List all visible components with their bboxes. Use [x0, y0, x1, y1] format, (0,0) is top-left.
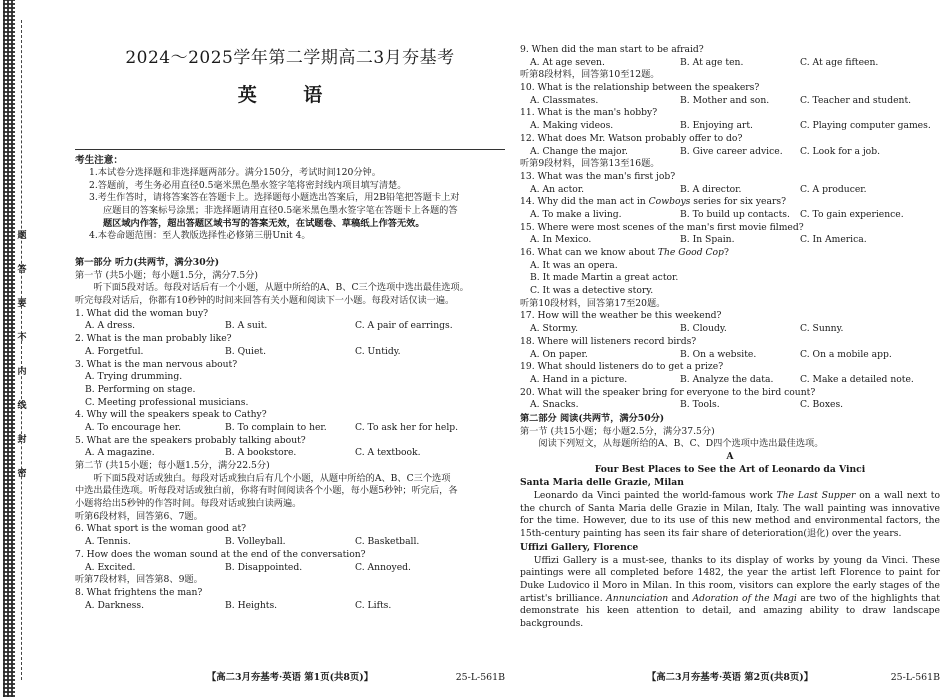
instructions: 听下面5段对话。每段对话后有一个小题，从题中所给的A、B、C三个选项中选出最佳选项。: [93, 282, 469, 294]
passage-label: A: [726, 451, 734, 462]
option: A. Excited.: [85, 561, 136, 573]
exam-code: 25-L-561B: [890, 672, 940, 684]
option: C. Playing computer games.: [800, 120, 931, 132]
question: 6. What sport is the woman good at?: [75, 523, 247, 535]
option: C. Sunny.: [800, 323, 844, 335]
options: [520, 209, 940, 222]
part-heading: 第一部分 听力(共两节，满分30分): [75, 257, 220, 269]
section-heading: 第一节 (共15小题；每小题2.5分，满分37.5分): [520, 425, 715, 437]
question: 9. When did the man start to be afraid?: [520, 44, 704, 55]
question-title-italic: The Good Cop: [657, 247, 724, 258]
option: C. In America.: [800, 234, 867, 246]
passage-body: [520, 477, 940, 630]
question: 13. What was the man's first job?: [520, 170, 676, 182]
notice-item: 3.考生作答时，请将答案答在答题卡上。选择题每小题选出答案后，用2B铅笔把答题卡上对: [89, 192, 460, 204]
subject-title: 英 语: [237, 84, 343, 107]
option: C. A pair of earrings.: [355, 320, 453, 332]
question: 10. What is the relationship between the speakers?: [520, 82, 760, 94]
text: are two of the highlights that demonstrate his keen attention to detail, and amazing ability to draw landscape backgrounds.: [520, 592, 940, 629]
seal-char: 封: [17, 434, 27, 445]
page-footer: [75, 672, 505, 685]
material-note: 听第7段材料，回答第8、9题。: [75, 574, 203, 586]
option: A. Making videos.: [530, 120, 614, 132]
option: C. A producer.: [800, 183, 867, 195]
options: [520, 349, 940, 362]
text: on a wall next to the church of Santa Maria delle Grazie in Milan, Italy. The wall painting was innovative for the time. However, due to its use of this new method and environmental factors, the 15th-century painting has seen its fair share of deterioration(退化) over the years.: [520, 490, 940, 540]
option: A. To make a living.: [530, 208, 622, 220]
option: C. On a mobile app.: [800, 348, 892, 360]
option: A. A dress.: [85, 320, 136, 332]
option: A. It was an opera.: [530, 259, 618, 271]
option: B. On a website.: [680, 348, 757, 360]
option: A. Forgetful.: [85, 345, 144, 357]
option: A. Change the major.: [530, 145, 628, 157]
question: [520, 247, 940, 260]
question: 17. How will the weather be this weekend?: [520, 310, 722, 322]
option: C. Basketball.: [355, 536, 420, 548]
binding-strip: [3, 0, 15, 697]
option: B. Mother and son.: [680, 94, 770, 106]
paragraph: [520, 555, 940, 631]
option: B. Give career advice.: [680, 145, 783, 157]
option: B. Performing on stage.: [85, 383, 196, 395]
artwork-title: The Last Supper: [776, 490, 856, 502]
option: B. At age ten.: [680, 56, 744, 68]
option: C. Make a detailed note.: [800, 373, 914, 385]
instructions: 中选出最佳选项。听每段对话或独白前，你将有时间阅读各个小题，每小题5秒钟；听完后，各: [75, 485, 458, 497]
question: 20. What will the speaker bring for everyone to the bird count?: [520, 386, 816, 398]
seal-char: 题: [17, 231, 27, 241]
option: A. In Mexico.: [530, 234, 592, 246]
option: B. To complain to her.: [225, 421, 327, 433]
option: C. Untidy.: [355, 345, 401, 357]
seal-char: 线: [17, 400, 27, 411]
seal-char: 密: [17, 468, 27, 479]
question: 4. Why will the speakers speak to Cathy?: [75, 409, 267, 421]
option: A. An actor.: [530, 183, 585, 195]
material-note: 听第9段材料，回答第13至16题。: [520, 158, 660, 170]
text: and: [668, 592, 693, 604]
question: 12. What does Mr. Watson probably offer to do?: [520, 132, 743, 144]
notice-item: 4.本卷命题范围：至人教版选择性必修第三册Unit 4。: [89, 230, 311, 242]
notice-item: 2.答题前，考生务必用直径0.5毫米黑色墨水签字笔将密封线内项目填写清楚。: [89, 179, 407, 191]
option: B. A director.: [680, 183, 742, 195]
option: B. Volleyball.: [225, 536, 286, 548]
options: [520, 374, 940, 387]
question: 11. What is the man's hobby?: [520, 107, 658, 119]
instructions: 阅读下列短文，从每题所给的A、B、C、D四个选项中选出最佳选项。: [538, 438, 824, 450]
option: C. At age fifteen.: [800, 56, 879, 68]
option: A. Stormy.: [530, 323, 578, 335]
notice-item: 题区域内作答，超出答题区域书写的答案无效，在试题卷、草稿纸上作答无效。: [103, 217, 425, 229]
option: C. To ask her for help.: [355, 421, 459, 433]
instructions: 听下面5段对话或独白。每段对话或独白后有几个小题，从题中所给的A、B、C三个选项: [93, 472, 451, 484]
question-text: series for six years?: [690, 196, 787, 208]
artwork-title: Annunciation: [606, 592, 669, 604]
question: 8. What frightens the man?: [75, 586, 203, 598]
options: [520, 95, 940, 108]
notice-item: 应题目的答案标号涂黑；非选择题请用直径0.5毫米黑色墨水签字笔在答题卡上各题的答: [103, 204, 458, 216]
option: C. Look for a job.: [800, 145, 881, 157]
option: A. A magazine.: [85, 447, 155, 459]
seal-char: 答: [17, 264, 27, 275]
divider: [75, 149, 505, 150]
option: B. Enjoying art.: [680, 120, 753, 132]
option: C. Teacher and student.: [800, 94, 912, 106]
option: C. Annoyed.: [355, 561, 411, 573]
binding-margin: [0, 0, 30, 697]
question-text: 14. Why did the man act in: [520, 196, 649, 208]
question: 5. What are the speakers probably talking about?: [75, 434, 306, 446]
question: 2. What is the man probably like?: [75, 333, 232, 345]
options: [75, 346, 505, 359]
seal-char: 要: [17, 298, 27, 309]
option: B. A bookstore.: [225, 447, 297, 459]
material-note: 听第8段材料，回答第10至12题。: [520, 69, 660, 81]
option: B. Cloudy.: [680, 323, 727, 335]
question: 18. Where will listeners record birds?: [520, 335, 697, 347]
question-text: 16. What can we know about: [520, 247, 658, 258]
option: A. Classmates.: [530, 94, 599, 106]
instructions: 听完每段对话后，你都有10秒钟的时间来回答有关小题和阅读下一小题。每段对话仅读一遍。: [75, 295, 455, 307]
options: [520, 399, 940, 412]
options: [520, 323, 940, 336]
options: [520, 234, 940, 247]
section-heading: 第二节 (共15小题；每小题1.5分，满分22.5分): [75, 460, 270, 472]
passage-title: Four Best Places to See the Art of Leonardo da Vinci: [594, 463, 866, 475]
option: A. Trying drumming.: [85, 371, 183, 383]
option: B. In Spain.: [680, 234, 735, 246]
option: B. A suit.: [225, 320, 268, 332]
artwork-title: Adoration of the Magi: [692, 592, 797, 604]
option: B. Heights.: [225, 599, 278, 611]
options: [75, 600, 505, 613]
seal-char: 不: [17, 332, 27, 343]
material-note: 听第10段材料，回答第17至20题。: [520, 297, 666, 309]
section-heading: 第一节 (共5小题；每小题1.5分，满分7.5分): [75, 269, 258, 281]
option: C. A textbook.: [355, 447, 421, 459]
option: A. Tennis.: [85, 536, 131, 548]
instructions: 小题将给出5秒钟的作答时间。每段对话或独白读两遍。: [75, 498, 302, 510]
page-footer: [520, 672, 940, 685]
question: 1. What did the woman buy?: [75, 307, 209, 319]
options: [520, 184, 940, 197]
exam-title: 2024～2025学年第二学期高二3月夯基考: [125, 48, 455, 68]
question: [520, 196, 940, 209]
options: [75, 536, 505, 549]
option: B. Quiet.: [225, 345, 267, 357]
material-note: 听第6段材料，回答第6、7题。: [75, 510, 203, 522]
question: 19. What should listeners do to get a prize?: [520, 361, 724, 373]
options: [75, 320, 505, 333]
subheading: Santa Maria delle Grazie, Milan: [520, 477, 684, 489]
exam-code: 25-L-561B: [455, 672, 505, 684]
options: [520, 120, 940, 133]
question-title-italic: Cowboys: [648, 196, 691, 208]
option: B. To build up contacts.: [680, 208, 790, 220]
footer-text: 【高二3月夯基考·英语 第2页(共8页)】: [646, 672, 814, 684]
option: C. Meeting professional musicians.: [85, 396, 249, 408]
option: A. Hand in a picture.: [530, 373, 628, 385]
notice-heading: 考生注意：: [75, 154, 123, 166]
seal-char: 内: [17, 366, 27, 377]
page-1: [75, 0, 505, 697]
option: C. Boxes.: [800, 399, 844, 411]
footer-text: 【高二3月夯基考·英语 第1页(共8页)】: [206, 672, 374, 684]
options: [75, 422, 505, 435]
option: C. To gain experience.: [800, 208, 904, 220]
question: 15. Where were most scenes of the man's first movie filmed?: [520, 221, 804, 233]
option: C. Lifts.: [355, 599, 392, 611]
subheading: Uffizi Gallery, Florence: [520, 541, 639, 553]
option: A. Darkness.: [85, 599, 144, 611]
option: A. On paper.: [530, 348, 588, 360]
option: A. Snacks.: [530, 399, 579, 411]
options: [75, 562, 505, 575]
part-heading: 第二部分 阅读(共两节，满分50分): [520, 412, 665, 424]
options: [520, 57, 940, 70]
options: [520, 146, 940, 159]
option: B. It made Martin a great actor.: [530, 272, 679, 284]
option: B. Disappointed.: [225, 561, 303, 573]
option: C. It was a detective story.: [530, 285, 654, 297]
question-text: ?: [723, 247, 729, 258]
option: A. To encourage her.: [85, 421, 182, 433]
text: Uffizi Gallery is a must-see, thanks to its display of works by young da Vinci. These paintings were all completed before 1482, the year the artist left Florence to paint for Duke Ludovico il Moro in Milan. In this room, visitors can explore the early stages of the artist's brilliance.: [520, 554, 940, 604]
options: [75, 447, 505, 460]
page-2: [520, 0, 940, 697]
seal-notice: [16, 230, 28, 480]
notice-item: 1.本试卷分选择题和非选择题两部分。满分150分，考试时间120分钟。: [89, 166, 381, 178]
question: 7. How does the woman sound at the end of the conversation?: [75, 548, 366, 560]
option: B. Analyze the data.: [680, 373, 774, 385]
question: 3. What is the man nervous about?: [75, 358, 238, 370]
text: Leonardo da Vinci painted the world-famous work: [533, 490, 777, 502]
option: A. At age seven.: [530, 56, 605, 68]
option: B. Tools.: [680, 399, 720, 411]
paragraph: [520, 490, 940, 541]
